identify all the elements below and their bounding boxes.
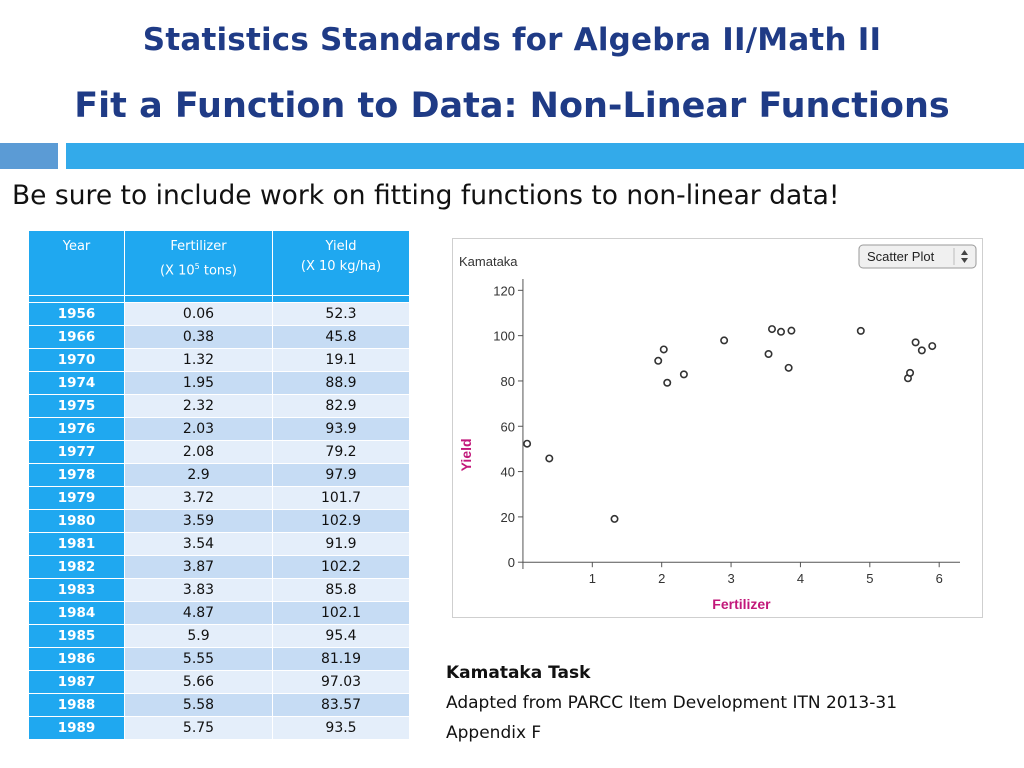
data-point [611, 516, 617, 522]
cell-yield: 88.9 [273, 372, 410, 395]
cell-year: 1979 [29, 487, 125, 510]
cell-fert: 5.9 [125, 625, 273, 648]
table-row [29, 395, 410, 418]
table-row [29, 510, 410, 533]
cell-year: 1976 [29, 418, 125, 441]
cell-fert: 3.72 [125, 487, 273, 510]
data-point [778, 329, 784, 335]
x-tick-label: 6 [935, 571, 943, 587]
cell-year: 1975 [29, 395, 125, 418]
cell-year: 1978 [29, 464, 125, 487]
cell-yield: 101.7 [273, 487, 410, 510]
cell-yield: 52.3 [273, 303, 410, 326]
data-point [912, 339, 918, 345]
accent-bar-right [66, 143, 1024, 169]
cell-fert: 2.9 [125, 464, 273, 487]
table-row [29, 648, 410, 671]
data-point [721, 337, 727, 343]
cell-yield: 97.03 [273, 671, 410, 694]
cell-yield: 102.9 [273, 510, 410, 533]
scatter-plot-panel [452, 238, 983, 618]
cell-year: 1986 [29, 648, 125, 671]
cell-year: 1985 [29, 625, 125, 648]
cell-yield: 81.19 [273, 648, 410, 671]
data-point [785, 365, 791, 371]
caption-task-title: Kamataka Task [446, 663, 591, 683]
cell-year: 1981 [29, 533, 125, 556]
cell-year: 1989 [29, 717, 125, 740]
data-point [546, 455, 552, 461]
table-row [29, 625, 410, 648]
cell-fert: 1.95 [125, 372, 273, 395]
cell-fert: 0.38 [125, 326, 273, 349]
header-fertilizer: Fertilizer (X $10^5$ tons) [125, 231, 273, 296]
table-header-row [29, 231, 410, 296]
chart-title: Kamataka [459, 254, 518, 269]
data-table [28, 230, 410, 740]
slide-title-line2: Fit a Function to Data: Non-Linear Functions [74, 86, 950, 126]
cell-year: 1977 [29, 441, 125, 464]
data-point [907, 370, 913, 376]
data-point [765, 351, 771, 357]
cell-fert: 3.59 [125, 510, 273, 533]
source-caption [446, 658, 897, 748]
plot-type-selector-label[interactable]: Scatter Plot [867, 249, 935, 264]
x-axis-label: Fertilizer [712, 596, 771, 612]
cell-yield: 93.9 [273, 418, 410, 441]
plot-type-selector[interactable] [859, 245, 976, 268]
data-point [524, 441, 530, 447]
cell-year: 1983 [29, 579, 125, 602]
cell-fert: 5.75 [125, 717, 273, 740]
table-row [29, 349, 410, 372]
table-row [29, 441, 410, 464]
cell-yield: 95.4 [273, 625, 410, 648]
y-tick-label: 80 [500, 373, 515, 389]
cell-fert: 5.66 [125, 671, 273, 694]
cell-fert: 3.54 [125, 533, 273, 556]
cell-yield: 102.2 [273, 556, 410, 579]
cell-fert: 5.55 [125, 648, 273, 671]
y-tick-label: 0 [507, 555, 515, 571]
y-tick-label: 100 [493, 328, 515, 344]
chart-axes [493, 279, 960, 586]
table-row [29, 464, 410, 487]
cell-fert: 2.32 [125, 395, 273, 418]
table-row [29, 487, 410, 510]
cell-fert: 4.87 [125, 602, 273, 625]
table-row [29, 326, 410, 349]
table-row [29, 717, 410, 740]
x-tick-label: 3 [727, 571, 735, 587]
y-axis-label: Yield [458, 438, 474, 472]
cell-fert: 3.83 [125, 579, 273, 602]
x-tick-label: 2 [658, 571, 666, 587]
cell-year: 1956 [29, 303, 125, 326]
slide-title-line1: Statistics Standards for Algebra II/Math II [142, 22, 882, 58]
cell-year: 1982 [29, 556, 125, 579]
accent-bar-left [0, 143, 58, 169]
cell-year: 1988 [29, 694, 125, 717]
data-point [655, 358, 661, 364]
table-row [29, 418, 410, 441]
cell-yield: 85.8 [273, 579, 410, 602]
cell-year: 1966 [29, 326, 125, 349]
cell-year: 1974 [29, 372, 125, 395]
cell-fert: 3.87 [125, 556, 273, 579]
cell-fert: 2.08 [125, 441, 273, 464]
cell-year: 1970 [29, 349, 125, 372]
data-point [788, 327, 794, 333]
y-tick-label: 120 [493, 283, 515, 299]
header-yield: Yield (X 10 kg/ha) [273, 231, 410, 296]
data-point [769, 326, 775, 332]
cell-yield: 79.2 [273, 441, 410, 464]
table-row [29, 671, 410, 694]
caption-appendix: Appendix F [446, 723, 542, 743]
data-point [858, 328, 864, 334]
cell-yield: 82.9 [273, 395, 410, 418]
cell-fert: 0.06 [125, 303, 273, 326]
table-row [29, 533, 410, 556]
scatter-plot-svg [453, 239, 982, 617]
cell-fert: 2.03 [125, 418, 273, 441]
y-tick-label: 60 [500, 419, 515, 435]
y-tick-label: 20 [500, 509, 515, 525]
data-point [681, 371, 687, 377]
cell-yield: 19.1 [273, 349, 410, 372]
x-tick-label: 4 [796, 571, 805, 587]
cell-yield: 45.8 [273, 326, 410, 349]
table-row [29, 556, 410, 579]
cell-year: 1980 [29, 510, 125, 533]
slide-subtitle: Be sure to include work on fitting functions to non-linear data! [12, 180, 840, 211]
cell-fert: 1.32 [125, 349, 273, 372]
x-tick-label: 1 [588, 571, 596, 587]
table-row [29, 602, 410, 625]
cell-yield: 83.57 [273, 694, 410, 717]
caption-source: Adapted from PARCC Item Development ITN 2013-31 [446, 693, 898, 713]
cell-yield: 91.9 [273, 533, 410, 556]
data-point [664, 380, 670, 386]
y-tick-label: 40 [500, 464, 515, 480]
chart-points [524, 326, 936, 522]
cell-year: 1987 [29, 671, 125, 694]
data-point [919, 347, 925, 353]
table-row [29, 579, 410, 602]
table-row [29, 303, 410, 326]
table-row [29, 372, 410, 395]
table-spacer-row [29, 296, 410, 303]
cell-yield: 102.1 [273, 602, 410, 625]
table-row [29, 694, 410, 717]
cell-yield: 93.5 [273, 717, 410, 740]
header-year: Year [29, 231, 125, 296]
x-tick-label: 5 [866, 571, 874, 587]
cell-fert: 5.58 [125, 694, 273, 717]
data-point [661, 346, 667, 352]
cell-year: 1984 [29, 602, 125, 625]
data-point [929, 343, 935, 349]
cell-yield: 97.9 [273, 464, 410, 487]
